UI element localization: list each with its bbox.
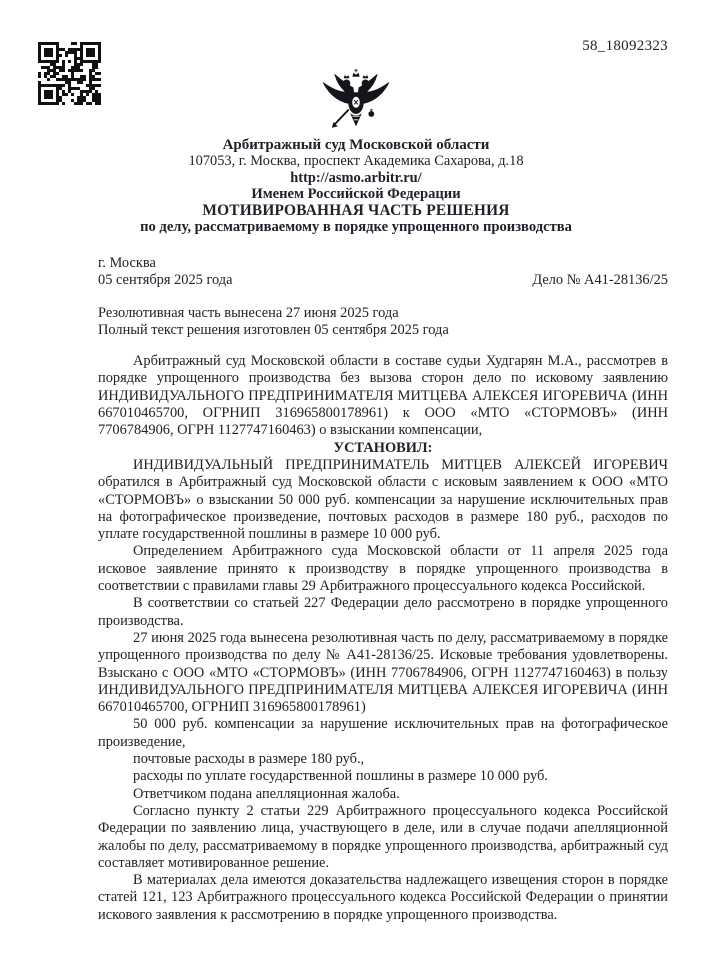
document-subtitle: по делу, рассматриваемому в порядке упрощенного производства (140, 219, 572, 236)
case-date-row (98, 272, 668, 289)
document-title: МОТИВИРОВАННАЯ ЧАСТЬ РЕШЕНИЯ (202, 201, 510, 219)
body-paragraph: почтовые расходы в размере 180 руб., (133, 751, 365, 768)
body-paragraph: 50 000 руб. компенсации за нарушение исключительных прав на фотографическое произведение, (98, 716, 668, 750)
case-city: г. Москва (98, 255, 156, 271)
body-paragraph: 27 июня 2025 года вынесена резолютивная часть по делу, рассматриваемому в порядке упрощенного производства по делу № А41-28136/25. Исковые требования удовлетворены. Взыскано с ООО «МТО «СТОРМОВЪ» (ИНН 7706784906, ОГРН 1127747160463) в пользу ИНДИВИДУАЛЬНОГО ПРЕДПРИНИМАТЕЛЯ МИТЦЕВА АЛЕКСЕЯ ИГОРЕВИЧА (ИНН 667010465700, ОГРНИП 316965800178961) (98, 629, 668, 716)
decision-body (98, 353, 668, 924)
in-the-name-line: Именем Российской Федерации (251, 186, 461, 203)
body-paragraph: В материалах дела имеются доказательства надлежащего извещения сторон в порядке статей 121, 123 Арбитражного процессуального кодекса Российской Федерации о принятии искового заявления к рассмотрению в порядке упрощенного производства. (98, 872, 668, 923)
ustanovil-heading: УСТАНОВИЛ: (333, 439, 433, 456)
body-paragraph: ИНДИВИДУАЛЬНЫЙ ПРЕДПРИНИМАТЕЛЬ МИТЦЕВ АЛЕКСЕЙ ИГОРЕВИЧ обратился в Арбитражный суд Московской области с исковым заявлением к ООО «МТО «СТОРМОВЪ» о взыскании 50 000 руб. компенсации за нарушение исключительных прав на фотографическое произведение, почтовых расходов в размере 180 руб., расходов по уплате государственной пошлины в размере 10 000 руб. (98, 456, 668, 543)
court-address: 107053, г. Москва, проспект Академика Сахарова, д.18 (188, 153, 524, 170)
document-number: 58_18092323 (582, 38, 668, 54)
body-paragraph: Согласно пункту 2 статьи 229 Арбитражного процессуального кодекса Российской Федерации по заявлению лица, участвующего в деле, или в случае подачи апелляционной жалобы по делу, рассматриваемому в порядке упрощенного производства, арбитражный суд составляет мотивированное решение. (98, 802, 668, 871)
body-paragraph: Определением Арбитражного суда Московской области от 11 апреля 2025 года исковое заявление принято к производству в порядке упрощенного производства в соответствии с правилами главы 29 Арбитражного процессуального кодекса Российской. (98, 543, 668, 595)
resolutive-part-line: Резолютивная часть вынесена 27 июня 2025 года (98, 304, 399, 321)
case-number: Дело № А41-28136/25 (532, 272, 668, 289)
body-paragraph: расходы по уплате государственной пошлины в размере 10 000 руб. (133, 768, 548, 785)
court-name: Арбитражный суд Московской области (222, 137, 490, 153)
qr-code-icon (38, 42, 101, 105)
russia-coat-of-arms-icon (315, 68, 397, 138)
court-header (0, 137, 712, 235)
court-website-link[interactable]: http://asmo.arbitr.ru/ (290, 169, 422, 186)
intro-paragraph: Арбитражный суд Московской области в составе судьи Худгарян М.А., рассмотрев в порядке упрощенного производства без вызова сторон дело по исковому заявлению ИНДИВИДУАЛЬНОГО ПРЕДПРИНИМАТЕЛЯ МИТЦЕВА АЛЕКСЕЯ ИГОРЕВИЧА (ИНН 667010465700, ОГРНИП 316965800178961) к ООО «МТО «СТОРМОВЪ» (ИНН 7706784906, ОГРН 1127747160463) о взыскании компенсации, (98, 353, 668, 439)
body-paragraph: В соответствии со статьей 227 Федерации дело рассмотрено в порядке упрощенного производства. (98, 595, 668, 629)
full-text-line: Полный текст решения изготовлен 05 сентября 2025 года (98, 321, 449, 338)
document-content (98, 255, 668, 924)
case-date: 05 сентября 2025 года (98, 272, 233, 289)
body-paragraph: Ответчиком подана апелляционная жалоба. (133, 785, 400, 802)
